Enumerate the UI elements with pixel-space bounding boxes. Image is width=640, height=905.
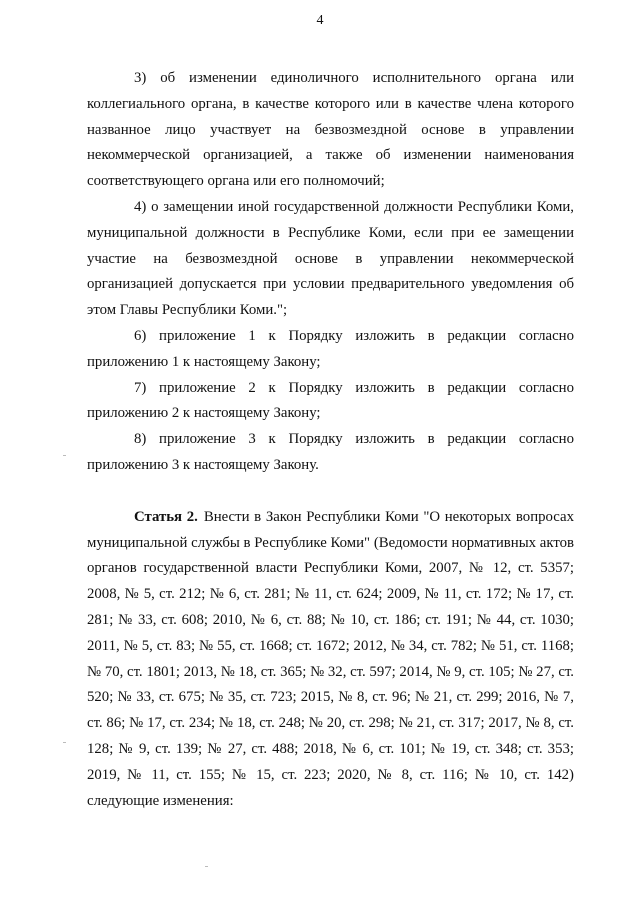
paragraph-item-7: 7) приложение 2 к Порядку изложить в редакции согласно приложению 2 к настоящему Закону; (87, 379, 574, 422)
paragraph-item-3: 3) об изменении единоличного исполнительного органа или коллегиального органа, в качестве которого или в качестве члена которого названное лицо участвует на безвозмездной основе в управлении некоммерческой организацией, а также об изменении наименования соответствующего органа или его полномочий; (87, 70, 574, 190)
scan-speck (63, 742, 66, 743)
paragraph-item-6: 6) приложение 1 к Порядку изложить в редакции согласно приложению 1 к настоящему Закону; (87, 327, 574, 370)
document-body (87, 66, 574, 814)
scan-speck (205, 866, 208, 867)
article-2-heading: Статья 2. (134, 508, 198, 525)
scan-speck (63, 455, 66, 456)
page-number: 4 (316, 13, 324, 28)
paragraph-item-4: 4) о замещении иной государственной должности Республики Коми, муниципальной должности в Республике Коми, если при ее замещении участие на безвозмездной основе в управлении некоммерческой организацией допускается при условии предварительного уведомления об этом Главы Республики Коми."; (87, 198, 574, 319)
paragraph-item-8: 8) приложение 3 к Порядку изложить в редакции согласно приложению 3 к настоящему Закону. (87, 431, 574, 473)
article-2-text: Внести в Закон Республики Коми "О некоторых вопросах муниципальной службы в Республике Коми" (Ведомости нормативных актов органов государственной власти Республики Коми, 2007, № 12, ст. 5357; 2008, № 5, ст. 212; № 6, ст. 281; № 11, ст. 624; 2009, № 11, ст. 172; № 17, ст. 281; № 33, ст. 608; 2010, № 6, ст. 88; № 10, ст. 186; ст. 191; № 44, ст. 1030; 2011, № 5, ст. 83; № 55, ст. 1668; ст. 1672; 2012, № 34, ст. 782; № 51, ст. 1168; № 70, ст. 1801; 2013, № 18, ст. 365; № 32, ст. 597; 2014, № 9, ст. 105; № 27, ст. 520; № 33, ст. 675; № 35, ст. 723; 2015, № 8, ст. 96; № 21, ст. 299; 2016, № 7, ст. 86; № 17, ст. 234; № 18, ст. 248; № 20, ст. 298; № 21, ст. 317; 2017, № 8, ст. 128; № 9, ст. 139; № 27, ст. 488; 2018, № 6, ст. 101; № 19, ст. 348; ст. 353; 2019, № 11, ст. 155; № 15, ст. 223; 2020, № 8, ст. 116; № 10, ст. 142) следующие изменения: (87, 508, 574, 809)
article-2-paragraph (87, 505, 574, 815)
